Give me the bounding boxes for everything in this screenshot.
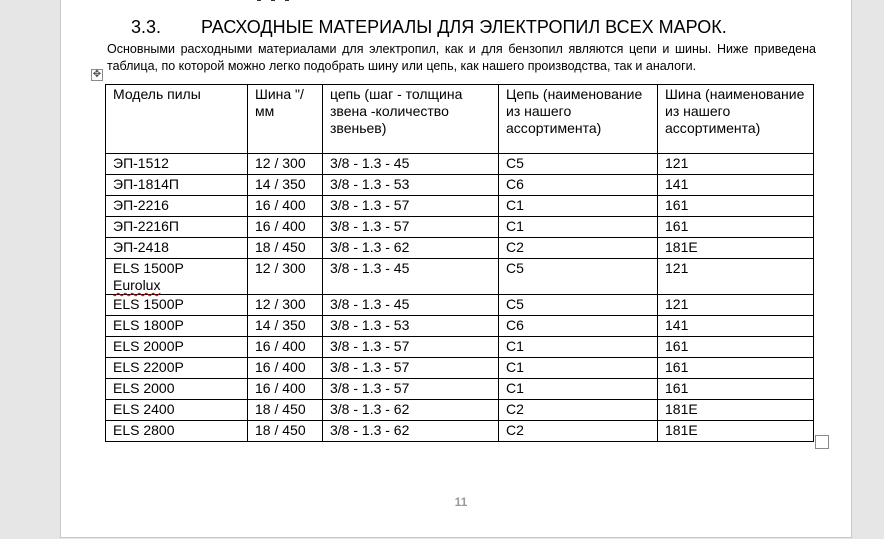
cell-chain-spec: [323, 175, 499, 196]
cell-chain-spec-text: 3/8 - 1.3 - 53: [330, 317, 410, 333]
cell-model-text: ELS 1800P: [113, 317, 184, 333]
cell-bar-size-text: 16 / 400: [255, 197, 306, 213]
cell-model: [106, 400, 248, 421]
cell-bar-name-text: 121: [665, 296, 689, 312]
cell-bar-size: [248, 400, 323, 421]
table-row: [106, 316, 814, 337]
cell-bar-name: [658, 175, 814, 196]
resize-square-icon[interactable]: [815, 435, 829, 449]
cell-chain-spec: [323, 217, 499, 238]
cell-chain-spec: [323, 238, 499, 259]
table-row: [106, 379, 814, 400]
cell-chain-spec: [323, 295, 499, 316]
section-title: РАСХОДНЫЕ МАТЕРИАЛЫ ДЛЯ ЭЛЕКТРОПИЛ ВСЕХ МАРОК.: [201, 17, 727, 37]
cell-model-text: ELS 2000: [113, 380, 175, 396]
cell-bar-name-text: 181Е: [665, 239, 698, 255]
cell-bar-size: [248, 238, 323, 259]
cell-model-text: ELS 2000P: [113, 338, 184, 354]
cell-model-text: ЭП-2216: [113, 197, 169, 213]
cell-chain-name-text: С5: [506, 155, 524, 171]
cell-bar-name-text: 161: [665, 197, 689, 213]
cell-model-line2-text: Eurolux: [113, 277, 161, 293]
cell-model-text: ELS 2400: [113, 401, 175, 417]
cell-bar-name: [658, 196, 814, 217]
cell-chain-name-text: С1: [506, 218, 524, 234]
cell-bar-size-text: 18 / 450: [255, 239, 306, 255]
cell-model-text: ЭП-1512: [113, 155, 169, 171]
cell-bar-size: [248, 295, 323, 316]
cell-model-text: ELS 1500P: [113, 260, 184, 276]
cell-chain-name-text: С1: [506, 380, 524, 396]
cell-bar-size-text: 18 / 450: [255, 401, 306, 417]
cell-model-text: ELS 2800: [113, 422, 175, 438]
cell-model: [106, 175, 248, 196]
cell-bar-name: [658, 337, 814, 358]
cell-chain-name-text: С2: [506, 401, 524, 417]
cell-bar-name-text: 161: [665, 338, 689, 354]
cell-bar-size-text: 16 / 400: [255, 359, 306, 375]
cell-chain-spec-text: 3/8 - 1.3 - 45: [330, 155, 410, 171]
cell-chain-name: [499, 175, 658, 196]
cell-chain-spec-text: 3/8 - 1.3 - 45: [330, 296, 410, 312]
cell-chain-name-text: С2: [506, 239, 524, 255]
section-number: 3.3.: [131, 17, 162, 37]
cell-chain-name: [499, 337, 658, 358]
cell-chain-spec: [323, 259, 499, 295]
cell-bar-name: [658, 358, 814, 379]
cell-chain-spec-text: 3/8 - 1.3 - 62: [330, 401, 410, 417]
table-row: [106, 175, 814, 196]
header-bar-name: Шина (наименование из нашего ассортимента): [658, 85, 814, 154]
cell-chain-spec: [323, 421, 499, 442]
cell-chain-spec: [323, 400, 499, 421]
page-number: 11: [454, 495, 468, 509]
cell-chain-spec: [323, 196, 499, 217]
cell-model: [106, 196, 248, 217]
table-header-row: [106, 85, 814, 154]
cell-bar-name: [658, 238, 814, 259]
cell-chain-spec: [323, 379, 499, 400]
table-row: [106, 238, 814, 259]
cell-chain-spec-text: 3/8 - 1.3 - 57: [330, 197, 410, 213]
cell-chain-spec-text: 3/8 - 1.3 - 57: [330, 380, 410, 396]
cell-bar-size: [248, 259, 323, 295]
cell-chain-name-text: С5: [506, 296, 524, 312]
cell-model: [106, 154, 248, 175]
cell-model: [106, 316, 248, 337]
header-bar-size: Шина "/мм: [248, 85, 323, 154]
cell-bar-name: [658, 154, 814, 175]
cell-chain-spec: [323, 337, 499, 358]
cell-chain-name: [499, 379, 658, 400]
cell-chain-spec-text: 3/8 - 1.3 - 57: [330, 338, 410, 354]
cell-model: [106, 421, 248, 442]
cell-chain-spec-text: 3/8 - 1.3 - 62: [330, 422, 410, 438]
cell-chain-name: [499, 217, 658, 238]
cell-bar-size-text: 12 / 300: [255, 296, 306, 312]
cell-chain-spec-text: 3/8 - 1.3 - 62: [330, 239, 410, 255]
cell-bar-size: [248, 175, 323, 196]
cell-bar-name: [658, 379, 814, 400]
cell-bar-size-text: 16 / 400: [255, 338, 306, 354]
cell-model: [106, 379, 248, 400]
cell-bar-name-text: 161: [665, 359, 689, 375]
cell-model: [106, 295, 248, 316]
cell-chain-name-text: С1: [506, 197, 524, 213]
cell-chain-spec-text: 3/8 - 1.3 - 45: [330, 260, 410, 276]
cell-bar-name: [658, 295, 814, 316]
cell-chain-spec-text: 3/8 - 1.3 - 57: [330, 359, 410, 375]
cell-chain-name: [499, 154, 658, 175]
cell-bar-name-text: 121: [665, 155, 689, 171]
cell-bar-size-text: 14 / 350: [255, 317, 306, 333]
cell-chain-name: [499, 259, 658, 295]
cell-chain-name-text: С6: [506, 176, 524, 192]
cell-chain-name: [499, 400, 658, 421]
cell-model: [106, 259, 248, 295]
cell-bar-size: [248, 154, 323, 175]
cell-bar-size: [248, 217, 323, 238]
cell-bar-name-text: 141: [665, 317, 689, 333]
table-row: [106, 337, 814, 358]
cell-model: [106, 238, 248, 259]
cell-bar-name-text: 161: [665, 218, 689, 234]
cell-bar-name-text: 181Е: [665, 401, 698, 417]
consumables-table: [105, 84, 814, 442]
cell-bar-size-text: 12 / 300: [255, 260, 306, 276]
cell-model-text: ЭП-2216П: [113, 218, 179, 234]
cell-model-text: ЭП-1814П: [113, 176, 179, 192]
cell-chain-name: [499, 295, 658, 316]
cell-chain-spec-text: 3/8 - 1.3 - 57: [330, 218, 410, 234]
table-row: [106, 358, 814, 379]
cell-chain-spec: [323, 154, 499, 175]
cell-bar-size: [248, 379, 323, 400]
cell-bar-name-text: 141: [665, 176, 689, 192]
cell-chain-spec: [323, 316, 499, 337]
move-arrows-icon[interactable]: ✥: [92, 69, 102, 80]
cell-model: [106, 358, 248, 379]
document-page: [60, 0, 852, 538]
cell-chain-name: [499, 421, 658, 442]
cell-bar-size-text: 16 / 400: [255, 218, 306, 234]
cell-chain-name-text: С2: [506, 422, 524, 438]
cell-chain-name: [499, 316, 658, 337]
cell-chain-name-text: С6: [506, 317, 524, 333]
cell-model-text: ELS 2200P: [113, 359, 184, 375]
cell-chain-name-text: С5: [506, 260, 524, 276]
intro-paragraph: Основными расходными материалами для электропил, как и для бензопил являются цепи и шины. Ниже приведена таблица, по которой можно легко подобрать шину или цепь, как нашего производства, так и аналоги.: [107, 42, 816, 73]
header-chain-name: Цепь (наименование из нашего ассортимента): [499, 85, 658, 154]
cell-chain-name-text: С1: [506, 338, 524, 354]
cell-bar-size-text: 16 / 400: [255, 380, 306, 396]
header-chain-spec: цепь (шаг - толщина звена -количество звеньев): [323, 85, 499, 154]
cell-bar-name-text: 181Е: [665, 422, 698, 438]
cell-bar-name-text: 161: [665, 380, 689, 396]
cell-bar-name-text: 121: [665, 260, 689, 276]
cell-bar-name: [658, 217, 814, 238]
cell-chain-name: [499, 358, 658, 379]
table-body: [106, 154, 814, 442]
cell-bar-size-text: 18 / 450: [255, 422, 306, 438]
cell-bar-size: [248, 358, 323, 379]
cell-chain-name: [499, 238, 658, 259]
table-row: [106, 196, 814, 217]
cell-bar-size-text: 12 / 300: [255, 155, 306, 171]
table-row: [106, 217, 814, 238]
cell-bar-name: [658, 259, 814, 295]
cell-bar-name: [658, 400, 814, 421]
cell-chain-name-text: С1: [506, 359, 524, 375]
cell-chain-name: [499, 196, 658, 217]
table-row: [106, 400, 814, 421]
previous-text-remnant: [257, 0, 317, 1]
cell-bar-name: [658, 316, 814, 337]
cell-model: [106, 337, 248, 358]
cell-bar-size: [248, 421, 323, 442]
table-row: [106, 154, 814, 175]
cell-chain-spec: [323, 358, 499, 379]
cell-bar-size: [248, 337, 323, 358]
cell-bar-name: [658, 421, 814, 442]
cell-bar-size: [248, 316, 323, 337]
cell-bar-size: [248, 196, 323, 217]
table-row: [106, 421, 814, 442]
section-heading: [131, 17, 727, 38]
cell-model: [106, 217, 248, 238]
cell-bar-size-text: 14 / 350: [255, 176, 306, 192]
cell-chain-spec-text: 3/8 - 1.3 - 53: [330, 176, 410, 192]
table-row: [106, 295, 814, 316]
header-model: Модель пилы: [106, 85, 248, 154]
table-row: [106, 259, 814, 295]
cell-model-text: ELS 1500P: [113, 296, 184, 312]
cell-model-text: ЭП-2418: [113, 239, 169, 255]
